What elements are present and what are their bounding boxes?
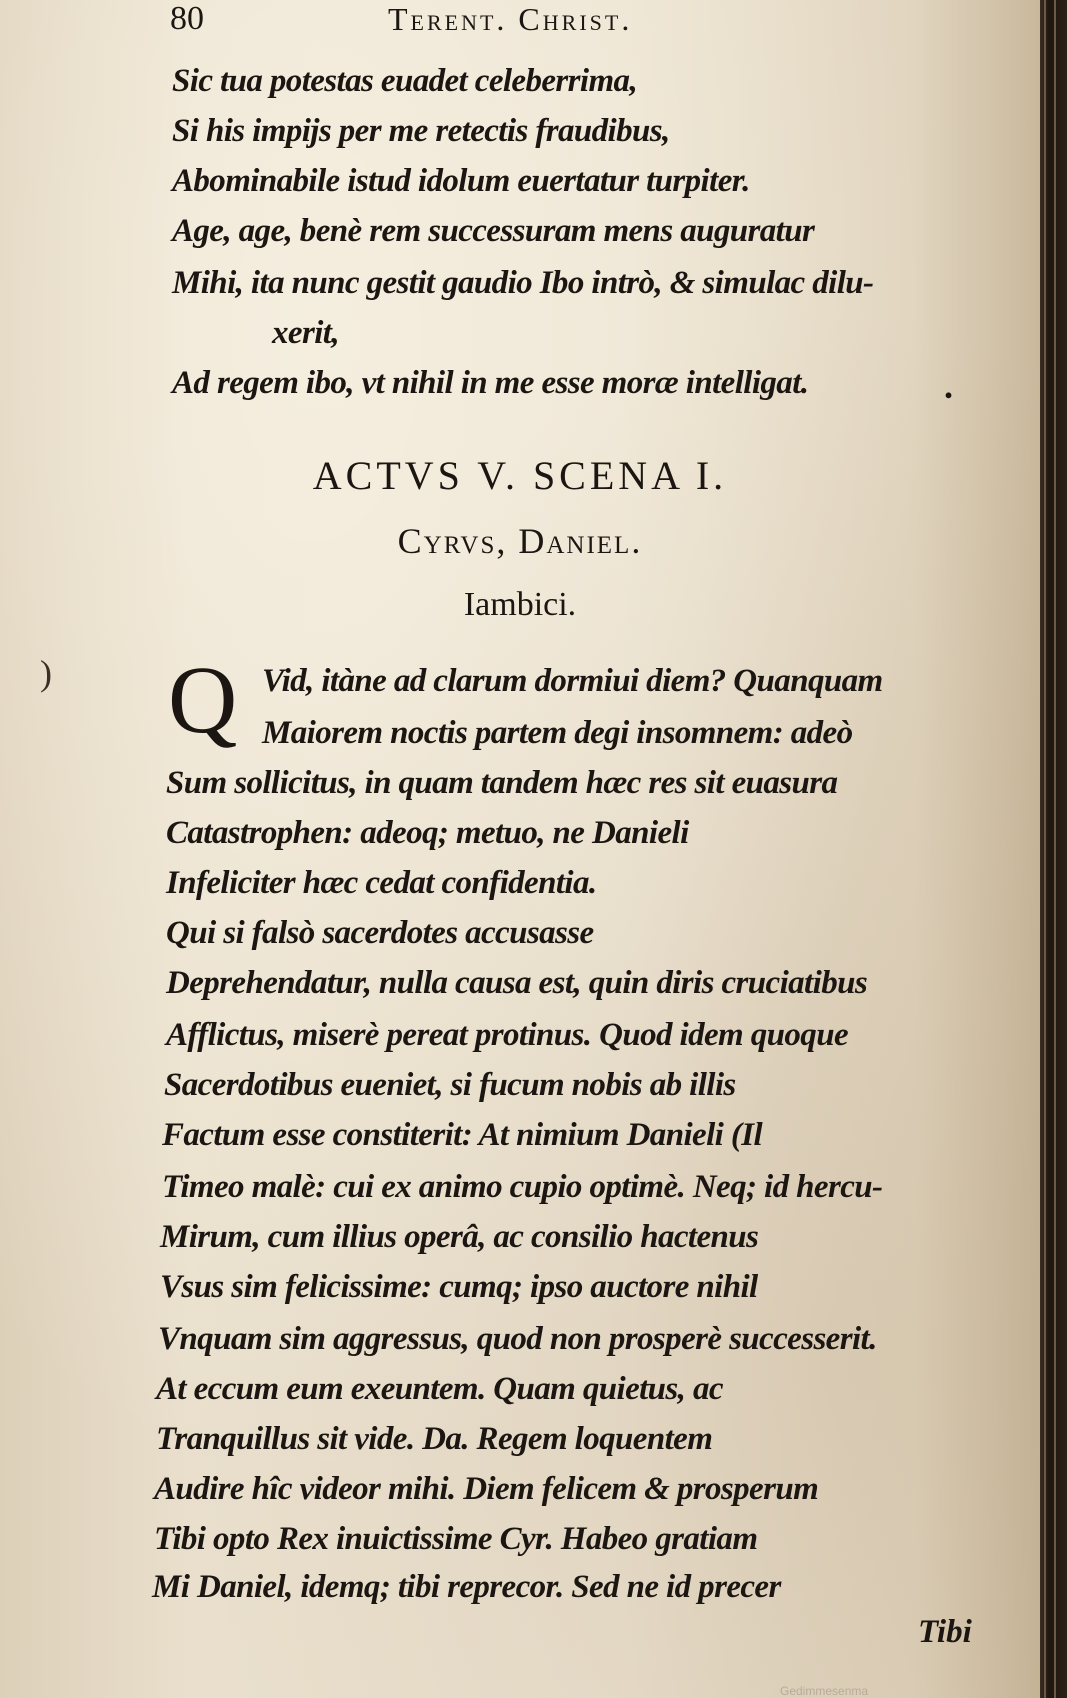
binding-edge [1040, 0, 1067, 1698]
edge-line [1044, 0, 1046, 1698]
verse-line: Factum esse constiterit: At nimium Danieli (Il [162, 1117, 763, 1153]
verse-line: Sic tua potestas euadet celeberrima, [172, 63, 638, 99]
catchword: Tibi [918, 1614, 972, 1650]
verse-line: At eccum eum exeuntem. Quam quietus, ac [156, 1371, 723, 1407]
drop-cap: Q [168, 646, 238, 753]
verse-line: Mihi, ita nunc gestit gaudio Ibo intrò, & simulac dilu- [172, 265, 874, 301]
verse-line: Audire hîc videor mihi. Diem felicem & prosperum [154, 1471, 819, 1507]
act-scene-heading: ACTVS V. SCENA I. [312, 453, 728, 498]
verse-line: Qui si falsò sacerdotes accusasse [166, 915, 594, 951]
verse-line: Catastrophen: adeoq; metuo, ne Danieli [166, 815, 689, 851]
page-header [170, 0, 870, 40]
verse-line: Age, age, benè rem successuram mens auguratur [172, 213, 815, 249]
verse-line: Infeliciter hæc cedat confidentia. [166, 865, 597, 901]
watermark-text: Gedimmesenma [780, 1684, 869, 1698]
verse-line: Abominabile istud idolum euertatur turpiter. [172, 163, 750, 199]
verse-line: Tibi opto Rex inuictissime Cyr. Habeo gratiam [154, 1521, 758, 1557]
verse-line: Sum sollicitus, in quam tandem hæc res sit euasura [166, 765, 838, 801]
verse-line: Timeo malè: cui ex animo cupio optimè. Neq; id hercu- [162, 1169, 883, 1205]
verse-line: Deprehendatur, nulla causa est, quin diris cruciatibus [166, 965, 868, 1001]
verse-line: Vsus sim felicissime: cumq; ipso auctore nihil [160, 1269, 758, 1305]
verse-line: Mirum, cum illius operâ, ac consilio hactenus [160, 1219, 759, 1255]
edge-line [1054, 0, 1056, 1698]
verse-line: xerit, [272, 315, 339, 351]
verse-line: Maiorem noctis partem degi insomnem: adeò [262, 715, 853, 751]
verse-line: Sacerdotibus eueniet, si fucum nobis ab illis [164, 1067, 736, 1103]
end-mark: . [944, 366, 953, 406]
running-head: Terent. Christ. [388, 1, 633, 37]
page-number: 80 [170, 0, 204, 37]
meter-label: Iambici. [463, 586, 577, 623]
verse-line: Vid, itàne ad clarum dormiui diem? Quanquam [262, 663, 883, 699]
margin-mark: ) [40, 653, 52, 693]
verse-line: Vnquam sim aggressus, quod non prosperè successerit. [158, 1321, 877, 1357]
verse-line: Afflictus, miserè pereat protinus. Quod idem quoque [166, 1017, 849, 1053]
dramatis-personae: Cyrvs, Daniel. [397, 521, 643, 561]
verse-line: Si his impijs per me retectis fraudibus, [172, 113, 670, 149]
verse-line: Mi Daniel, idemq; tibi reprecor. Sed ne id precer [152, 1569, 781, 1605]
verse-line: Ad regem ibo, vt nihil in me esse moræ intelligat. [172, 365, 809, 401]
verse-line: Tranquillus sit vide. Da. Regem loquentem [156, 1421, 713, 1457]
